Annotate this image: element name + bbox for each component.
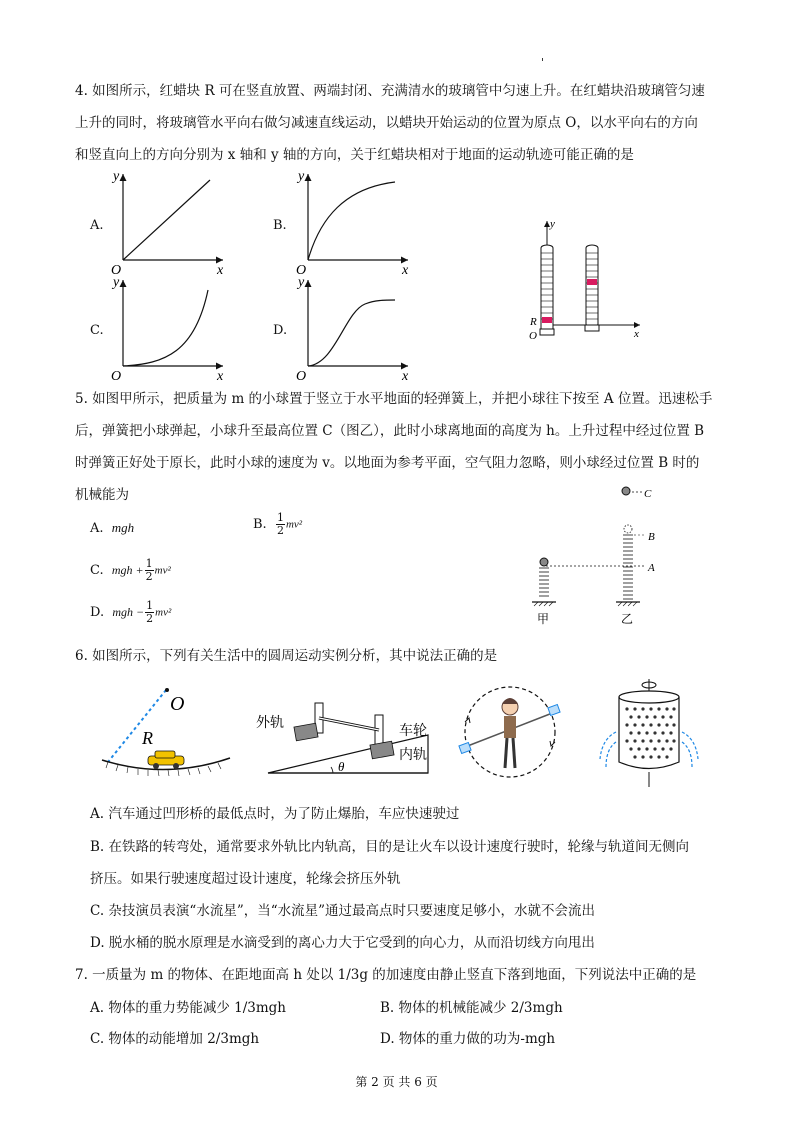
q4-line-3: 和竖直向上的方向分别为 x 轴和 y 轴的方向，关于红蜡块相对于地面的运动轨迹可能正确的是: [75, 147, 634, 163]
rail-theta-label: θ: [338, 759, 345, 774]
outer-rail-label: 外轨: [256, 716, 284, 731]
q4-line-2: 上升的同时，将玻璃管水平向右做匀减速直线运动，以蜡块开始运动的位置为原点 O，以水平向右的方向: [75, 115, 698, 131]
q5-line-3: 时弹簧正好处于原长，此时小球的速度为 v。以地面为参考平面，空气阻力忽略，则小球经过位置 B 时的: [75, 455, 700, 471]
bridge-r-label: R: [142, 728, 153, 748]
graph-b-origin: O: [296, 263, 307, 278]
wheel-label: 车轮: [399, 724, 427, 739]
graph-c-x-label: x: [217, 369, 224, 384]
tube-x-label: x: [634, 328, 639, 340]
performer-icon: [502, 698, 518, 768]
graph-c-origin: O: [111, 369, 122, 384]
label-yi: 乙: [621, 612, 634, 626]
spring-yi: [623, 535, 633, 599]
q4-option-a-label: A.: [90, 218, 104, 233]
drum-holes: [625, 707, 675, 758]
q6-fig-concave-bridge: [100, 680, 240, 780]
q5-line-4: 机械能为: [75, 487, 129, 503]
label-a: A: [648, 562, 655, 574]
graph-d-x-label: x: [402, 369, 409, 384]
rotation-arrow-icon: [642, 679, 656, 691]
label-b: B: [648, 531, 655, 543]
tube-o-label: O: [529, 330, 537, 342]
q4-graph-b: [290, 168, 415, 278]
q6-option-b-line-2: 挤压。如果行驶速度超过设计速度，轮缘会挤压外轨: [90, 871, 401, 887]
q5-option-a: A. mgh: [90, 520, 135, 536]
q6-fig-rail-curve: [253, 685, 443, 780]
graph-a-origin: O: [111, 263, 122, 278]
ball-at-a: [540, 558, 548, 566]
q6-option-a: A. 汽车通过凹形桥的最低点时，为了防止爆胎，车应快速驶过: [90, 806, 460, 822]
graph-b-y-label: y: [298, 169, 305, 184]
q5-spring-figure: [520, 480, 670, 630]
q6-fig-dryer-drum: [594, 677, 704, 792]
q7-option-c: C. 物体的动能增加 2/3mgh: [90, 1031, 260, 1047]
q6-stem: 6. 如图所示，下列有关生活中的圆周运动实例分析，其中说法正确的是: [75, 648, 498, 664]
tube-r-label: R: [530, 316, 537, 328]
page-footer: 第 2 页 共 6 页: [355, 1075, 438, 1089]
q4-graph-c: [105, 272, 230, 384]
q5-line-2: 后，弹簧把小球弹起，小球升至最高位置 C（图乙），此时小球离地面的高度为 h。上升过程中经过位置 B: [75, 423, 705, 439]
wax-block-right: [587, 279, 597, 285]
q6-option-d: D. 脱水桶的脱水原理是水滴受到的离心力大于它受到的向心力，从而沿切线方向甩出: [90, 935, 595, 951]
water-cup-right: [548, 705, 560, 716]
spring-jia: [539, 568, 549, 596]
q4-glass-tube-figure: [520, 215, 650, 345]
graph-d-y-label: y: [298, 275, 305, 290]
q5-line-1: 5. 如图甲所示，把质量为 m 的小球置于竖立于水平地面的轻弹簧上，并把小球往下按至 A 位置。迅速松手: [75, 391, 713, 407]
train-axle: [294, 703, 394, 759]
q5-option-d: D. mgh − $\frac{1}{2}$ mv²: [90, 599, 172, 625]
wax-block-left: [542, 317, 552, 323]
ball-at-c: [622, 487, 630, 495]
q7-option-d: D. 物体的重力做的功为-mgh: [380, 1031, 556, 1047]
q4-graph-d: [290, 272, 415, 384]
q6-option-c: C. 杂技演员表演“水流星”，当“水流星”通过最高点时只要速度足够小，水就不会流出: [90, 903, 596, 919]
graph-d-origin: O: [296, 369, 307, 384]
label-jia: 甲: [537, 612, 550, 626]
bridge-o-label: O: [170, 693, 185, 715]
graph-b-x-label: x: [402, 263, 409, 278]
q7-stem: 7. 一质量为 m 的物体、在距地面高 h 处以 1/3g 的加速度由静止竖直下落到地面，下列说法中正确的是: [75, 967, 697, 983]
inner-rail-label: 内轨: [399, 748, 427, 763]
q5-option-c: C. mgh + $\frac{1}{2}$ mv²: [90, 557, 171, 583]
page-mark: ': [541, 56, 545, 69]
graph-c-y-label: y: [113, 275, 120, 290]
ball-at-b: [624, 525, 632, 533]
graph-a-y-label: y: [113, 169, 120, 184]
q4-option-d-label: D.: [273, 323, 288, 338]
q6-fig-water-meteor: [455, 682, 565, 787]
car-icon: [148, 751, 184, 769]
q6-option-b-line-1: B. 在铁路的转弯处，通常要求外轨比内轨高，目的是让火车以设计速度行驶时，轮缘与轨道间无侧向: [90, 839, 690, 855]
q4-option-c-label: C.: [90, 323, 104, 338]
q4-option-b-label: B.: [273, 218, 287, 233]
q5-option-b: B. $\frac{1}{2}$ mv²: [253, 511, 303, 537]
q7-option-b: B. 物体的机械能减少 2/3mgh: [380, 1000, 563, 1016]
q4-graph-a: [105, 168, 230, 278]
graph-a-x-label: x: [217, 263, 224, 278]
q4-line-1: 4. 如图所示，红蜡块 R 可在竖直放置、两端封闭、充满清水的玻璃管中匀速上升。在红蜡块沿玻璃管匀速: [75, 83, 705, 99]
q7-option-a: A. 物体的重力势能减少 1/3mgh: [90, 1000, 286, 1016]
label-c: C: [644, 488, 652, 500]
tube-y-label: y: [550, 218, 555, 230]
